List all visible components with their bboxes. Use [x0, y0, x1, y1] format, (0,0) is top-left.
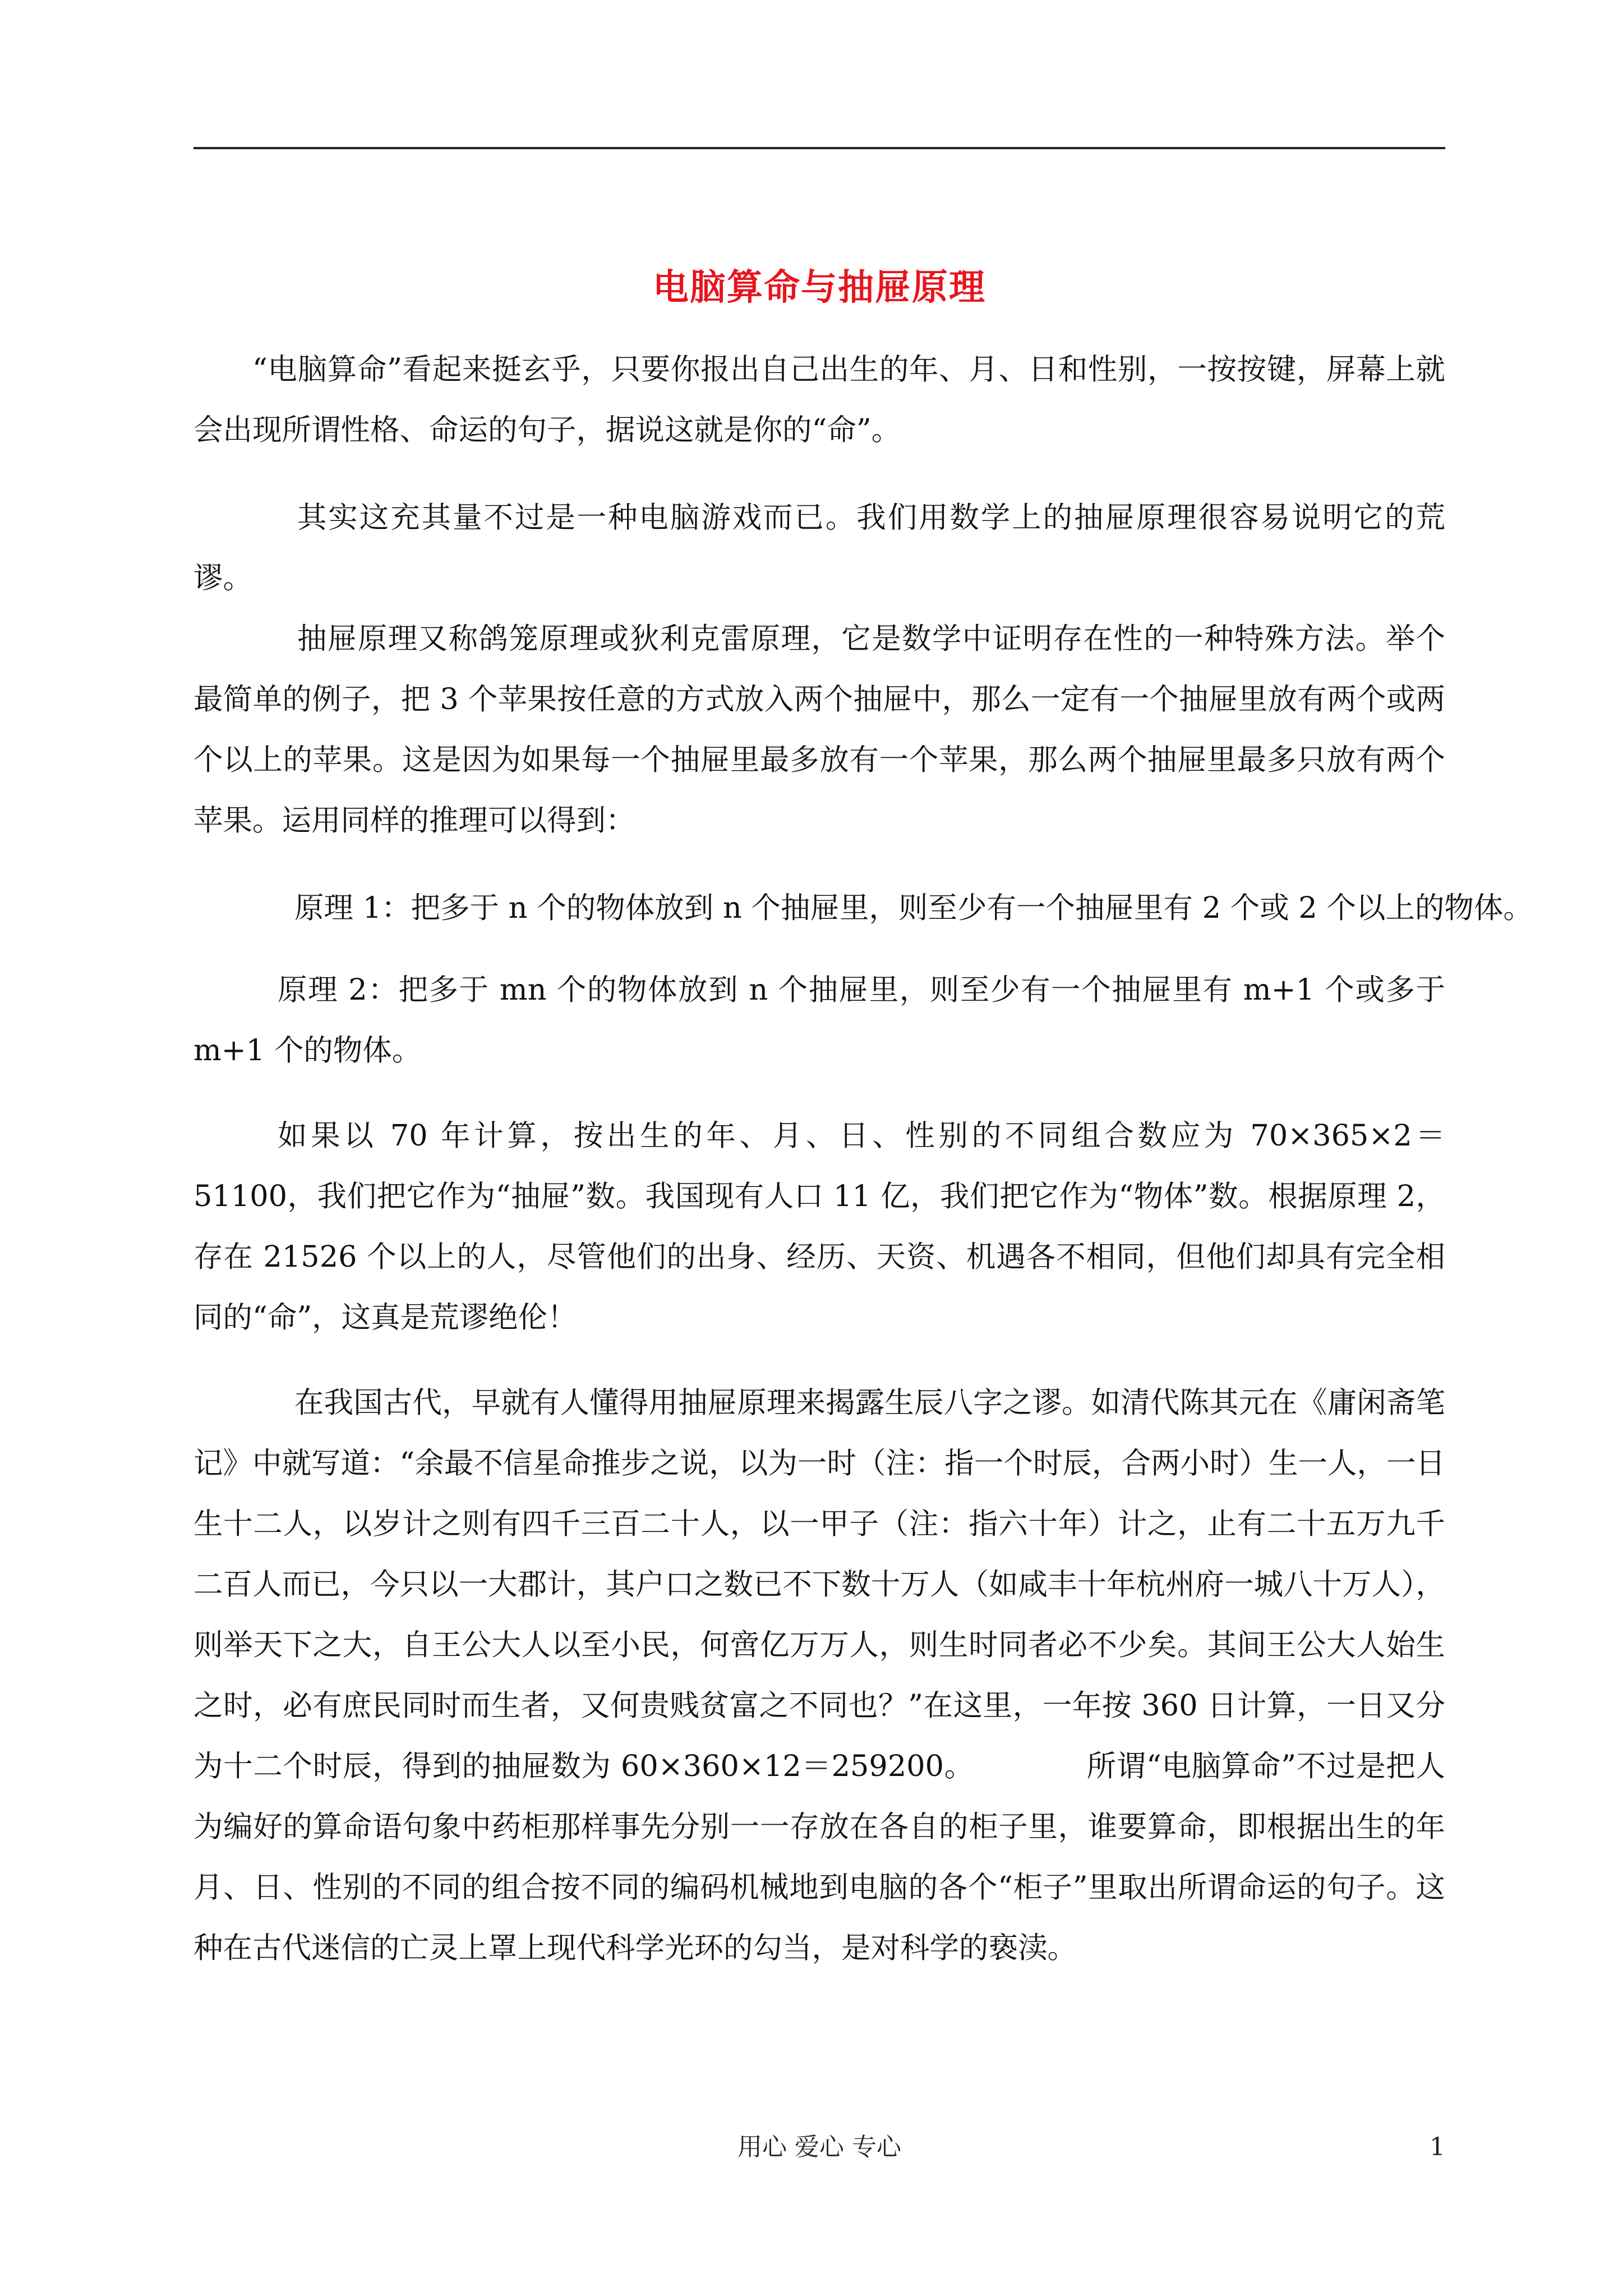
document-title: 电脑算命与抽屉原理: [653, 266, 986, 309]
paragraph-ancient-example: [193, 1373, 1445, 1978]
document-body: [193, 339, 1533, 1978]
footer-slogan: 用心 爱心 专心: [737, 2133, 901, 2161]
header-rule: [193, 147, 1445, 149]
paragraph-principle-1: 原理 1：把多于 n 个的物体放到 n 个抽屉里，则至少有一个抽屉里有 2 个或 2 个以上的物体。: [294, 891, 1533, 925]
paragraph-calculation: 如果以 70 年计算，按出生的年、月、日、性别的不同组合数应为 70×365×2＝51100，我们把它作为“抽屉”数。我国现有人口 11 亿，我们把它作为“物体”数。根据原理 2，存在 21526 个以上的人，尽管他们的出身、经历、天资、机遇各不相同，但他们却具有完全相同的“命”，这真是荒谬绝伦！: [193, 1119, 1445, 1335]
paragraph-claim: 其实这充其量不过是一种电脑游戏而已。我们用数学上的抽屉原理很容易说明它的荒谬。: [193, 500, 1445, 595]
conclusion-text: 所谓“电脑算命”不过是把人为编好的算命语句象中药柜那样事先分别一一存放在各自的柜子里，谁要算命，即根据出生的年月、日、性别的不同的组合按不同的编码机械地到电脑的各个“柜子”里取出所谓命运的句子。这种在古代迷信的亡灵上罩上现代科学光环的勾当，是对科学的亵渎。: [193, 1749, 1445, 1965]
paragraph-intro: “电脑算命”看起来挺玄乎，只要你报出自己出生的年、月、日和性别，一按按键，屏幕上就会出现所谓性格、命运的句子，据说这就是你的“命”。: [193, 352, 1445, 447]
paragraph-principle-2: 原理 2：把多于 mn 个的物体放到 n 个抽屉里，则至少有一个抽屉里有 m+1 个或多于 m+1 个的物体。: [193, 973, 1445, 1068]
ancient-example-text: 在我国古代，早就有人懂得用抽屉原理来揭露生辰八字之谬。如清代陈其元在《庸闲斋笔记》中就写道：“余最不信星命推步之说，以为一时（注：指一个时辰，合两小时）生一人，一日生十二人，以岁计之则有四千三百二十人，以一甲子（注：指六十年）计之，止有二十五万九千二百人而已，今只以一大郡计，其户口之数已不下数十万人（如咸丰十年杭州府一城八十万人），则举天下之大，自王公大人以至小民，何啻亿万万人，则生时同者必不少矣。其间王公大人始生之时，必有庶民同时而生者，又何贵贱贫富之不同也？”在这里，一年按 360 日计算，一日又分为十二个时辰，得到的抽屉数为 60×360×12＝259200。: [193, 1386, 1445, 1783]
page-number: 1: [1430, 2133, 1445, 2161]
paragraph-pigeonhole-definition: 抽屉原理又称鸽笼原理或狄利克雷原理，它是数学中证明存在性的一种特殊方法。举个最简单的例子，把 3 个苹果按任意的方式放入两个抽屉中，那么一定有一个抽屉里放有两个或两个以上的苹果。这是因为如果每一个抽屉里最多放有一个苹果，那么两个抽屉里最多只放有两个苹果。运用同样的推理可以得到：: [193, 622, 1445, 838]
